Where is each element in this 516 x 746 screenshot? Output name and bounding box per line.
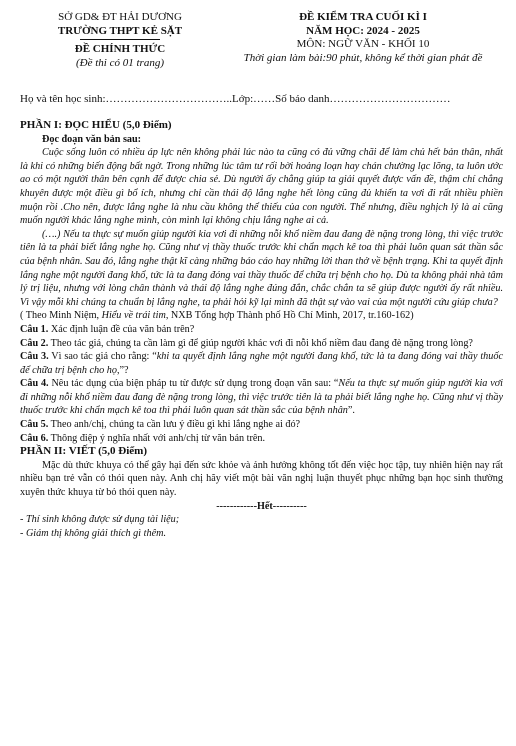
question-3-quote: khi ta quyết định lắng nghe một người đang khổ, tức là ta đang đóng vai thầy thuốc để chữa trị bệnh cho họ [20,351,503,376]
source-prefix: ( Theo Minh Niệm, [20,310,102,322]
question-3-text: Vì sao tác giả cho rằng: “ [48,351,157,363]
writing-prompt: Mặc dù thức khuya có thể gây hại đến sức khỏe và ảnh hưởng không tốt đến việc học tập, tuy nhiên hiện nay rất nhiều bạn trẻ vẫn có thói quen này. Anh chị hãy viết một bài văn nghị luận thuyết phục những bạn học sinh thường xuyên thức khuya từ bỏ thói quen này. [20,459,503,499]
student-info-line: Họ và tên học sinh:……………………………..Lớp:……Số báo danh…………………………… [20,93,451,105]
official-label: ĐỀ CHÍNH THỨC [74,43,166,55]
question-1-label: Câu 1. [20,323,49,335]
school-name: TRƯỜNG THPT KẺ SẶT [57,24,183,37]
question-3 [20,350,503,377]
page-count-note: (Đề thi có 01 trang) [76,56,164,69]
question-5-label: Câu 5. [20,419,49,431]
source-suffix: , NXB Tổng hợp Thành phố Hồ Chí Minh, 2017, tr.160-162) [165,310,414,322]
question-4-label: Câu 4. [20,378,49,390]
question-4-end: ”. [347,405,355,417]
exam-title: ĐỀ KIỂM TRA CUỐI KÌ I [299,11,427,23]
question-6 [20,432,503,446]
question-2 [20,337,503,351]
question-4 [20,377,503,418]
end-mark: ------------Hết---------- [216,500,307,512]
question-1-text: Xác định luận đề của văn bản trên? [48,323,195,335]
question-5-text: Theo anh/chị, chúng ta cần lưu ý điều gì khi lắng nghe ai đó? [48,419,301,431]
passage-source [20,309,503,323]
school-underline [80,39,160,40]
question-5 [20,418,503,432]
passage-paragraph-2: (….) Nếu ta thực sự muốn giúp người kia vơi đi những nỗi khổ niềm đau đang đè nặng trong lòng, thì việc trước tiên là ta phải biết lắng nghe họ. Cũng như vị thầy thuốc trước khi chẩn mạch kê toa thì phải luôn quan sát thần sắc của bệnh nhân. Sau đó, lắng nghe thật kĩ càng những báo cáo hay những lời than thở về bệnh trạng. Khi ta quyết định lắng nghe một người đang khổ, tức là ta đang đóng vai thầy thuốc để chữa trị bệnh cho họ. Dù ta không phải nhà tâm lý trị liệu, nhưng với lòng chân thành và thái độ lắng nghe đúng đắn, chắc chắn ta sẽ giúp được người ấy rất nhiều. Vì vậy mỗi khi chúng ta chuẩn bị lắng nghe, ta phải hỏi kỹ lại mình đã thật sự vào vai của một người cứu giúp chưa? [20,228,503,308]
time-allowed: Thời gian làm bài:90 phút, không kể thời gian phát đề [243,51,483,64]
question-2-label: Câu 2. [20,337,49,349]
question-6-text: Thông điệp ý nghĩa nhất với anh/chị từ văn bản trên. [48,432,266,444]
source-book-title: Hiểu về trái tim [101,310,166,322]
passage-paragraph-1: Cuộc sống luôn có nhiều áp lực nên không phải lúc nào ta cũng có đủ vững chãi để làm chủ hết bản thân, nhất là khi có những biến động bất ngờ. Trong những lúc tâm tư rối bời hoảng loạn hay chán chường lạc lõng, ta luôn ước ao có một người thân bên cạnh để được chia sẻ. Dù người ấy chẳng giúp ta giải quyết được vấn đề, thậm chí chẳng khuyên được một điều gì bổ ích, nhưng chỉ cần thái độ lắng nghe hết lòng cũng đủ khiến ta vơi đi rất nhiều phiền muộn rồi .Cho nên, được lắng nghe là nhu cầu không thể thiếu của con người. Thế nhưng, điều nghịch lý là ai cũng muốn người khác lắng nghe mình, còn mình lại không chịu lắng nghe ai cả. [20,147,503,227]
question-2-text: Theo tác giả, chúng ta cần làm gì để giúp người khác vơi đi nỗi khổ niềm đau đang đè nặng trong lòng? [48,337,473,349]
question-4-text: Nêu tác dụng của biện pháp tu từ được sử dụng trong đoạn văn sau: “ [48,378,339,390]
header-right [228,11,498,65]
question-3-label: Câu 3. [20,351,49,363]
note-1: - Thí sinh không được sử dụng tài liệu; [20,514,180,526]
question-4-quote: Nếu ta thực sự muốn giúp người kia vơi đi những nỗi khổ niềm đau đang đè nặng trong lòng, thì việc trước tiên là ta phải biết lắng nghe họ. Cũng như vị thầy thuốc trước khi chẩn mạch kê toa thì phải luôn quan sát thần sắc của bệnh nhân [20,378,504,417]
part2-title: PHẦN II: VIẾT (5,0 Điểm) [20,445,148,458]
department-name: SỞ GD& ĐT HẢI DƯƠNG [58,11,182,23]
subject-line: MÔN: NGỮ VĂN - KHỐI 10 [296,38,430,50]
school-year: NĂM HỌC: 2024 - 2025 [306,24,420,37]
note-2: - Giám thị không giải thích gì thêm. [20,527,167,539]
exam-body [20,119,503,540]
part1-title: PHẦN I: ĐỌC HIỂU (5,0 Điểm) [20,119,172,131]
question-3-end: ,”? [116,364,129,376]
question-1 [20,323,503,337]
header-left [20,11,220,70]
reading-instruction: Đọc đoạn văn bản sau: [42,133,142,145]
question-6-label: Câu 6. [20,432,49,444]
